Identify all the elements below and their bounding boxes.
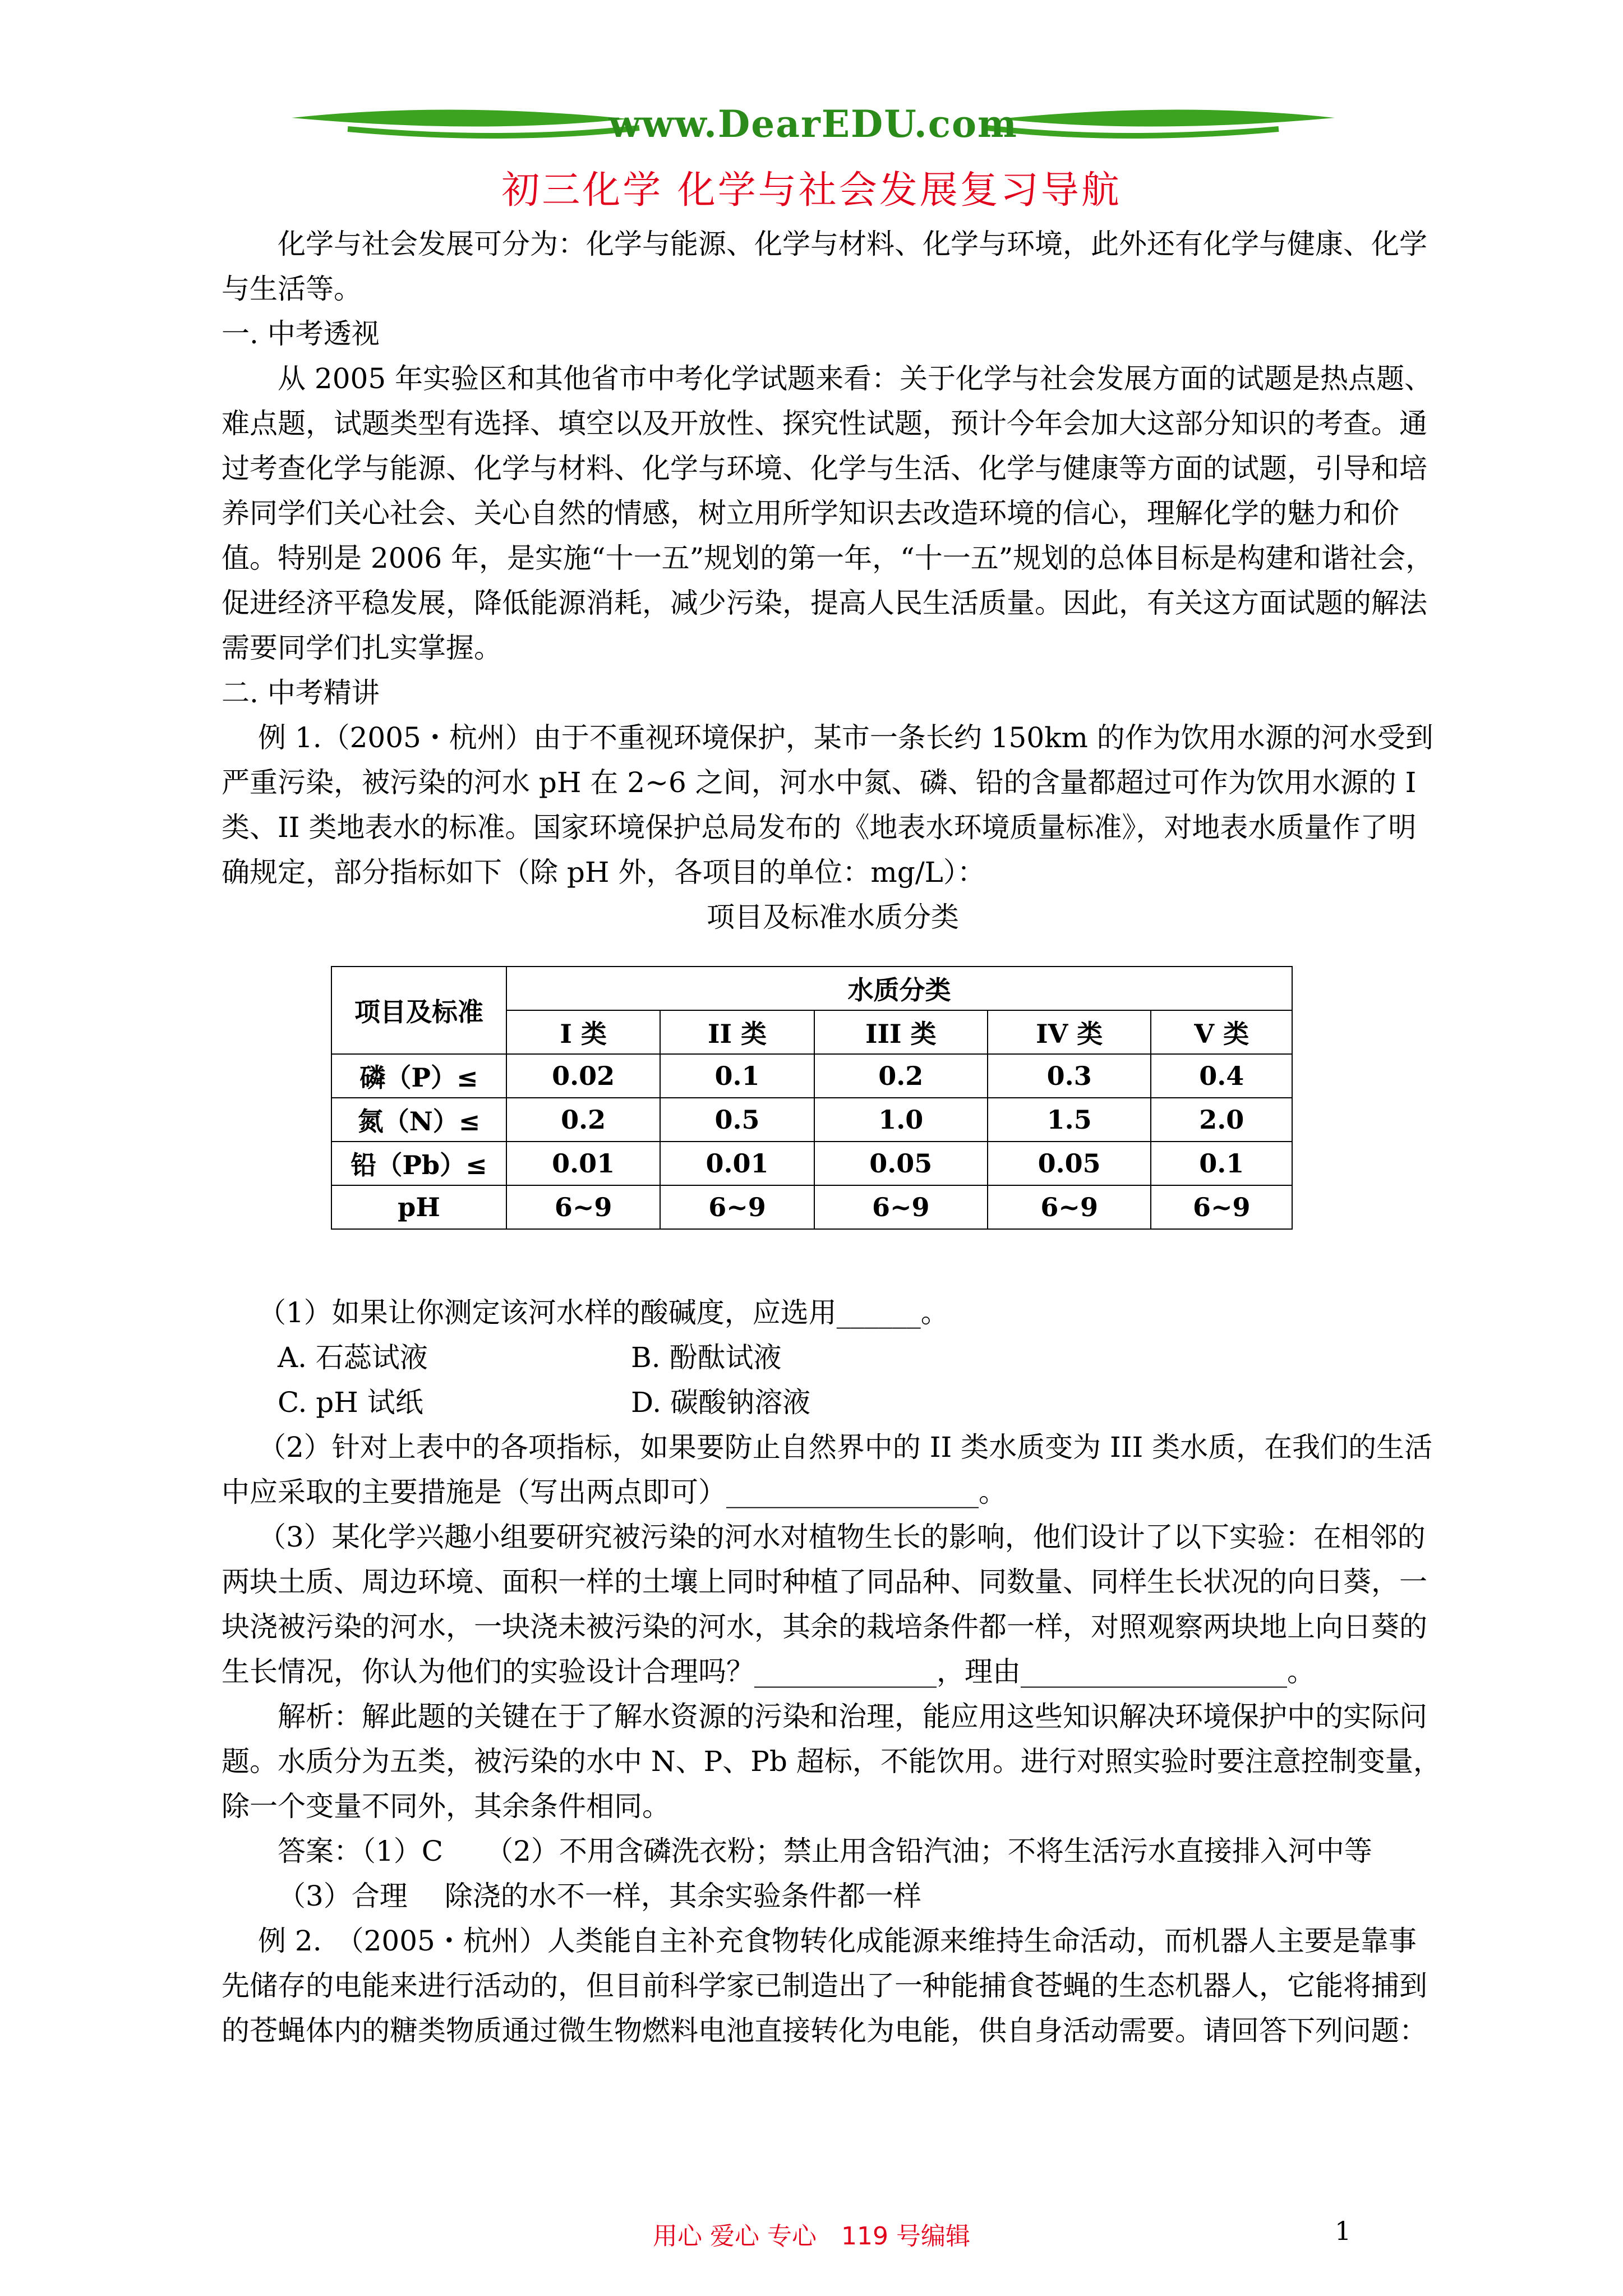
- table-group-header: 水质分类: [506, 967, 1292, 1010]
- water-quality-table: [331, 966, 1293, 1230]
- option-a: A. 石蕊试液: [278, 1341, 428, 1374]
- table-cell: 0.05: [988, 1142, 1151, 1185]
- table-cell: 0.3: [988, 1054, 1151, 1098]
- questions-block: [222, 1290, 1444, 2053]
- question-2: （2）针对上表中的各项指标，如果要防止自然界中的 II 类水质变为 III 类水质，在我们的生活中应采取的主要措施是（写出两点即可）__________________。: [222, 1431, 1433, 1508]
- class-header: V 类: [1151, 1010, 1292, 1054]
- table-cell: 6~9: [814, 1185, 988, 1229]
- class-header: IV 类: [988, 1010, 1151, 1054]
- page-footer: 用心 爱心 专心 119 号编辑: [653, 2222, 970, 2251]
- section-paragraph: 从 2005 年实验区和其他省市中考化学试题来看：关于化学与社会发展方面的试题是热点题、难点题，试题类型有选择、填空以及开放性、探究性试题，预计今年会加大这部分知识的考查。通过考查化学与能源、化学与材料、化学与环境、化学与生活、化学与健康等方面的试题，引导和培养同学们关心社会、关心自然的情感，树立用所学知识去改造环境的信心，理解化学的魅力和价值。特别是 2006 年，是实施“十一五”规划的第一年，“十一五”规划的总体目标是构建和谐社会，促进经济平稳发展，降低能源消耗，减少污染，提高人民生活质量。因此，有关这方面试题的解法需要同学们扎实掌握。: [222, 362, 1434, 664]
- table-header-row: [331, 967, 1292, 1010]
- option-b: B. 酚酞试液: [631, 1341, 782, 1374]
- class-header: III 类: [814, 1010, 988, 1054]
- question-1: （1）如果让你测定该河水样的酸碱度，应选用______。: [258, 1296, 949, 1329]
- row-label: 氮（N）≤: [331, 1098, 506, 1142]
- table-row: [331, 1098, 1292, 1142]
- options-row: [222, 1335, 1444, 1380]
- table-cell: 0.01: [506, 1142, 660, 1185]
- table-cell: 0.02: [506, 1054, 660, 1098]
- table-cell: 0.1: [660, 1054, 814, 1098]
- table-cell: 0.4: [1151, 1054, 1292, 1098]
- option-d: D. 碳酸钠溶液: [631, 1386, 811, 1419]
- table-cell: 0.5: [660, 1098, 814, 1142]
- table-cell: 0.05: [814, 1142, 988, 1185]
- option-c: C. pH 试纸: [278, 1386, 423, 1419]
- table-cell: 1.0: [814, 1098, 988, 1142]
- answer-line: 答案：（1）C （2）不用含磷洗衣粉；禁止用含铅汽油；不将生活污水直接排入河中等: [278, 1835, 1372, 1867]
- table-cell: 0.1: [1151, 1142, 1292, 1185]
- intro-paragraph: 化学与社会发展可分为：化学与能源、化学与材料、化学与环境，此外还有化学与健康、化学与生活等。: [222, 228, 1427, 305]
- class-header: I 类: [506, 1010, 660, 1054]
- table-cell: 1.5: [988, 1098, 1151, 1142]
- table-cell: 6~9: [1151, 1185, 1292, 1229]
- example-2-text: 例 2. （2005・杭州）人类能自主补充食物转化成能源来维持生命活动，而机器人主要是靠事先储存的电能来进行活动的，但目前科学家已制造出了一种能捕食苍蝇的生态机器人，它能将捕到的苍蝇体内的糖类物质通过微生物燃料电池直接转化为电能，供自身活动需要。请回答下列问题：: [222, 1925, 1427, 2047]
- row-label: pH: [331, 1185, 506, 1229]
- table-caption: 项目及标准水质分类: [707, 901, 959, 933]
- page-title: 初三化学 化学与社会发展复习导航: [501, 168, 1122, 213]
- article-body: [222, 222, 1444, 940]
- example-1-text: 例 1.（2005・杭州）由于不重视环境保护，某市一条长约 150km 的作为饮用水源的河水受到严重污染，被污染的河水 pH 在 2~6 之间，河水中氮、磷、铅的含量都超过可作为饮用水源的 I 类、II 类地表水的标准。国家环境保护总局发布的《地表水环境质量标准》，对地表水质量作了明确规定，部分指标如下（除 pH 外，各项目的单位：mg/L）：: [222, 721, 1433, 889]
- options-row: [222, 1380, 1444, 1425]
- section-heading: 一. 中考透视: [222, 318, 380, 350]
- answer-line: （3）合理 除浇的水不一样，其余实验条件都一样: [278, 1880, 921, 1912]
- row-label: 磷（P）≤: [331, 1054, 506, 1098]
- table-cell: 6~9: [988, 1185, 1151, 1229]
- table-row: [331, 1054, 1292, 1098]
- table-cell: 0.2: [506, 1098, 660, 1142]
- table-cell: 6~9: [506, 1185, 660, 1229]
- class-header: II 类: [660, 1010, 814, 1054]
- question-3: （3）某化学兴趣小组要研究被污染的河水对植物生长的影响，他们设计了以下实验：在相邻的两块土质、周边环境、面积一样的土壤上同时种植了同品种、同数量、同样生长状况的向日葵，一块浇被污染的河水，一块浇未被污染的河水，其余的栽培条件都一样，对照观察两块地上向日葵的生长情况，你认为他们的实验设计合理吗？_____________，理由___________________。: [222, 1521, 1427, 1688]
- row-label: 铅（Pb）≤: [331, 1142, 506, 1185]
- page-number: 1: [1335, 2216, 1352, 2246]
- table-row: [331, 1185, 1292, 1229]
- table-cell: 2.0: [1151, 1098, 1292, 1142]
- section-heading: 二. 中考精讲: [222, 677, 380, 709]
- site-url[interactable]: www.DearEDU.com: [608, 102, 1018, 146]
- site-banner[interactable]: [280, 95, 1346, 157]
- table-cell: 0.2: [814, 1054, 988, 1098]
- table-cell: 6~9: [660, 1185, 814, 1229]
- analysis-paragraph: 解析：解此题的关键在于了解水资源的污染和治理，能应用这些知识解决环境保护中的实际问题。水质分为五类，被污染的水中 N、P、Pb 超标，不能饮用。进行对照实验时要注意控制变量，除一个变量不同外，其余条件相同。: [222, 1700, 1441, 1823]
- table-row: [331, 1142, 1292, 1185]
- table-cell: 0.01: [660, 1142, 814, 1185]
- table-corner-header: 项目及标准: [331, 967, 506, 1054]
